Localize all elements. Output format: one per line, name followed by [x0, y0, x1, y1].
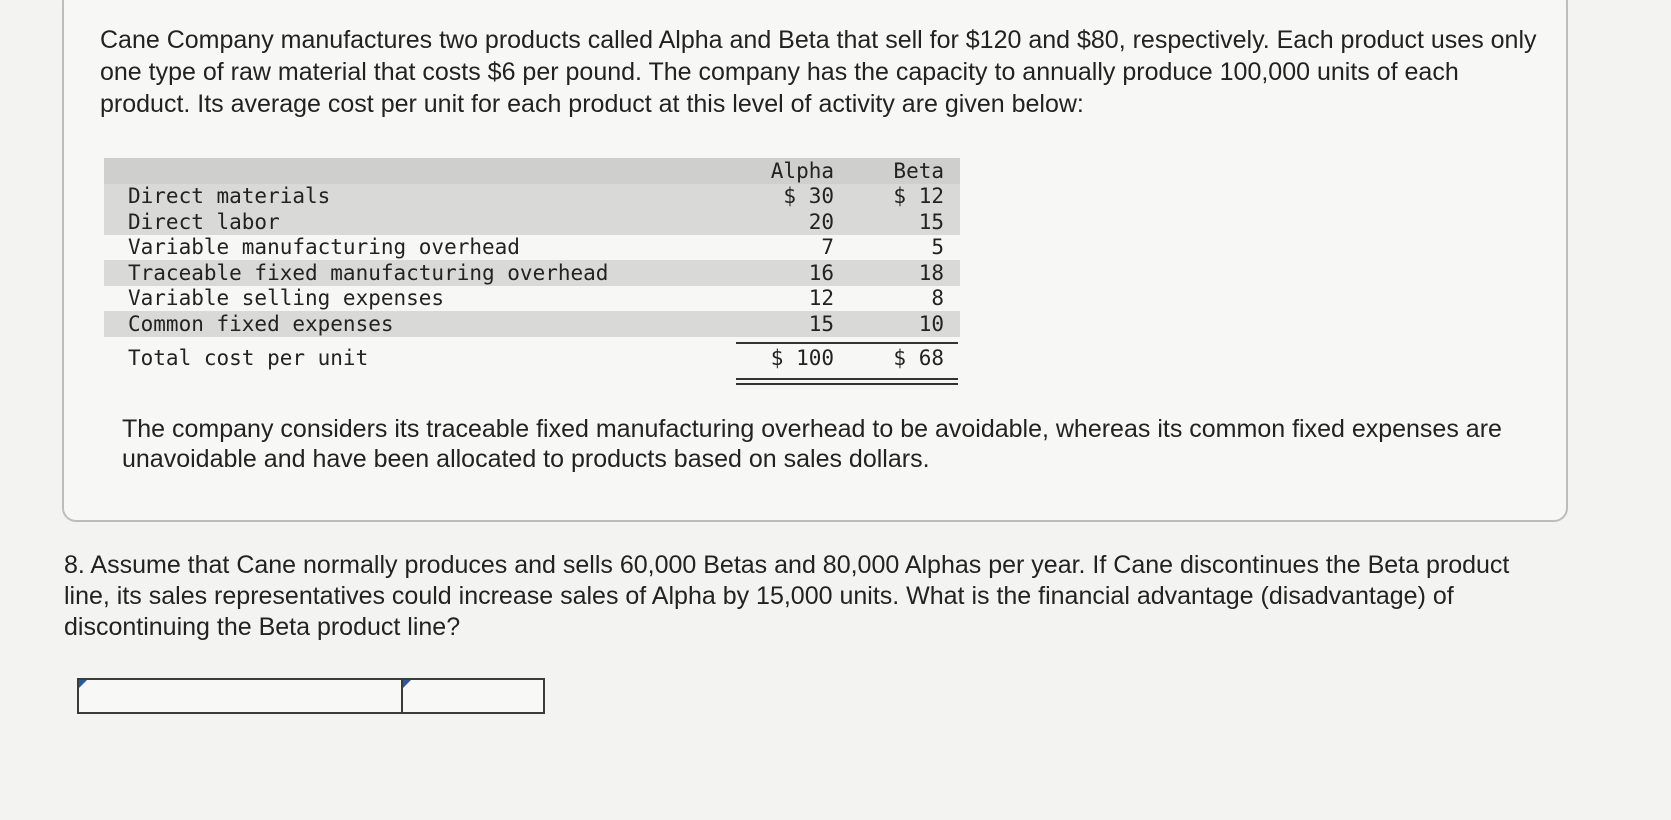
answer-label-dropdown[interactable] — [77, 678, 403, 714]
alpha-value: $ 30 — [783, 184, 834, 209]
table-row — [104, 286, 960, 312]
row-label: Variable selling expenses — [128, 286, 445, 311]
answer-row — [77, 678, 545, 714]
table-row — [104, 311, 960, 337]
answer-amount-input[interactable] — [401, 678, 545, 714]
table-header-row — [104, 158, 960, 184]
row-label: Direct materials — [128, 184, 331, 209]
problem-intro: Cane Company manufactures two products called Alpha and Beta that sell for $120 and $80, respectively. Each product uses only one type of raw material that costs $6 per pound. The company has the capacity to annually produce 100,000 units of each product. Its average cost per unit for each product at this level of activity are given below: — [100, 26, 1537, 118]
total-alpha: $ 100 — [770, 345, 834, 370]
table-row — [104, 184, 960, 210]
alpha-value: 16 — [808, 260, 834, 285]
row-label: Traceable fixed manufacturing overhead — [128, 260, 609, 285]
input-marker-icon — [403, 680, 411, 688]
total-double-rule — [736, 383, 958, 385]
beta-value: $ 12 — [893, 184, 944, 209]
total-beta: $ 68 — [893, 345, 944, 370]
total-label: Total cost per unit — [128, 345, 369, 370]
beta-value: 15 — [918, 209, 944, 234]
alpha-value: 7 — [821, 235, 834, 260]
alpha-value: 20 — [808, 209, 834, 234]
header-beta: Beta — [893, 158, 944, 183]
alpha-value: 12 — [808, 286, 834, 311]
table-row — [104, 260, 960, 286]
row-label: Direct labor — [128, 209, 280, 234]
row-label: Common fixed expenses — [128, 311, 394, 336]
alpha-value: 15 — [808, 311, 834, 336]
total-double-rule — [736, 378, 958, 380]
question-8: 8. Assume that Cane normally produces and sells 60,000 Betas and 80,000 Alphas per year. If Cane discontinues the Beta product line, its sales representatives could increase sales of Alpha by 15,000 units. What is the financial advantage (disadvantage) of discontinuing the Beta product line? — [64, 551, 1510, 641]
header-alpha: Alpha — [770, 158, 834, 183]
table-total-row — [104, 341, 960, 375]
avoidability-note: The company considers its traceable fixed manufacturing overhead to be avoidable, whereas its common fixed expenses are unavoidable and have been allocated to products based on sales dollars. — [122, 415, 1502, 473]
dropdown-marker-icon — [79, 680, 87, 688]
beta-value: 5 — [931, 235, 944, 260]
beta-value: 10 — [918, 311, 944, 336]
beta-value: 8 — [931, 286, 944, 311]
table-row — [104, 235, 960, 261]
subtotal-rule — [736, 342, 958, 344]
table-row — [104, 209, 960, 235]
row-label: Variable manufacturing overhead — [128, 235, 520, 260]
beta-value: 18 — [918, 260, 944, 285]
